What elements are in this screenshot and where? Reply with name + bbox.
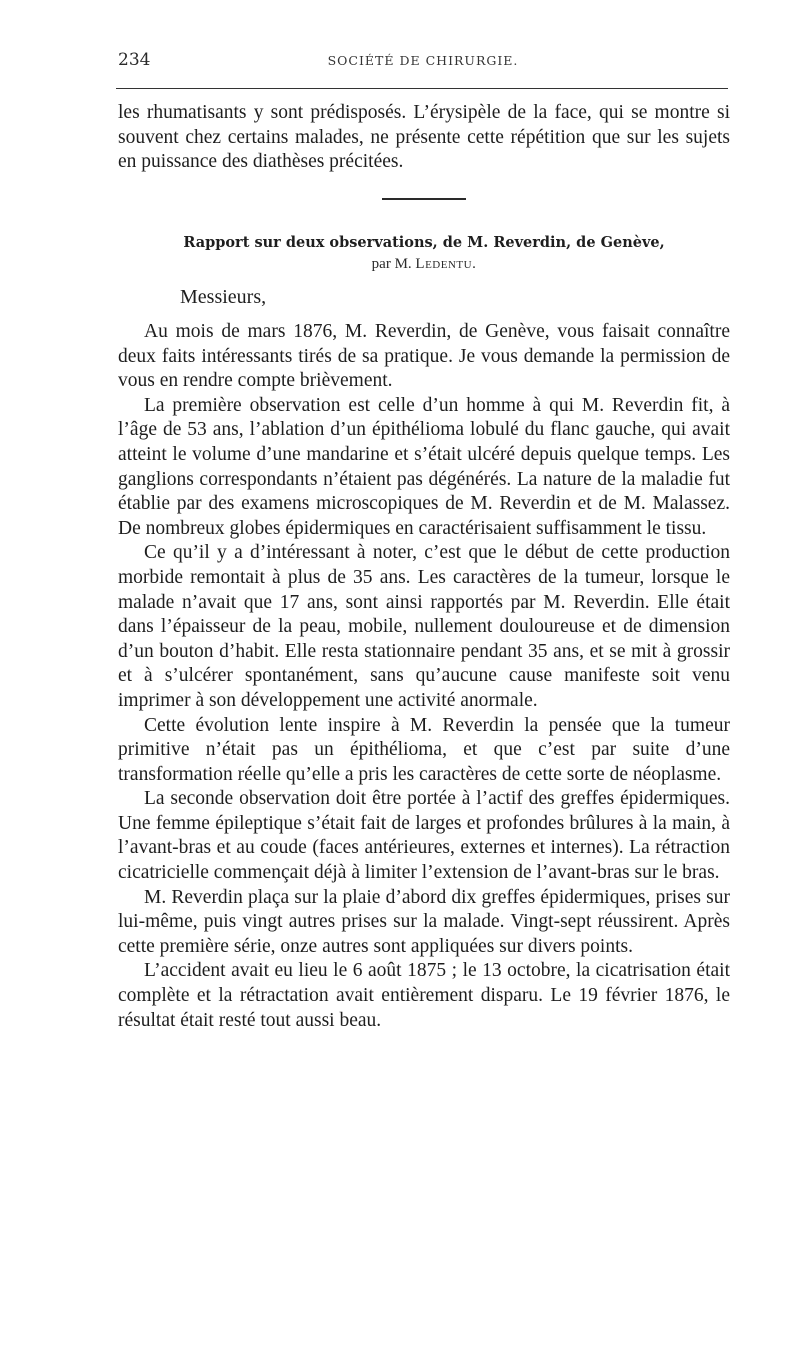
section-divider — [382, 198, 466, 200]
report-byline — [118, 256, 730, 273]
paragraph: Cette évolution lente inspire à M. Reverdin la pensée que la tumeur primitive n’était pas un épithélioma, et que c’est par suite d’une transformation réelle qu’elle a pris les caractères de cette sorte de néoplasme. — [118, 714, 730, 785]
paragraph: Ce qu’il y a d’intéressant à noter, c’est que le début de cette production morbide remontait à plus de 35 ans. Les caractères de la tumeur, lorsque le malade n’avait que 17 ans, sont ainsi rapportés par M. Reverdin. Elle était dans l’épaisseur de la peau, mobile, nullement douloureuse et de dimension d’un bouton d’habit. Elle resta stationnaire pendant 35 ans, et se mit à grossir et à s’ulcérer spontanément, sans qu’aucune cause manifeste soit venu imprimer à son développement une activité anormale. — [118, 542, 730, 711]
paragraph: La seconde observation doit être portée à l’actif des greffes épidermiques. Une femme épileptique s’était fait de larges et profondes brûlures à la main, à l’avant-bras et au coude (faces antérieures, externes et internes). La rétraction cicatricielle commençait déjà à limiter l’extension de l’avant-bras sur le bras. — [118, 788, 730, 884]
report-title: Rapport sur deux observations, de M. Reverdin, de Genève, — [183, 234, 665, 251]
continuation-text: les rhumatisants y sont prédisposés. L’érysipèle de la face, qui se montre si souvent chez certains malades, ne présente cette répétition que sur les sujets en puissance des diathèses précitées. — [118, 102, 730, 173]
page-number: 234 — [118, 50, 151, 70]
continuation-paragraph — [118, 101, 730, 175]
salutation: Messieurs, — [180, 286, 267, 308]
header-rule — [116, 88, 728, 89]
byline-author: Ledentu. — [415, 256, 477, 272]
paragraph: M. Reverdin plaça sur la plaie d’abord dix greffes épidermiques, prises sur lui-même, puis vingt autres prises sur la malade. Vingt-sept réussirent. Après cette première série, onze autres sont appliquées sur divers points. — [118, 886, 730, 957]
report-body — [118, 320, 730, 1033]
byline-prefix: par M. — [371, 256, 412, 272]
paragraph: La première observation est celle d’un homme à qui M. Reverdin fit, à l’âge de 53 ans, l’ablation d’un épithélioma lobulé du flanc gauche, qui avait atteint le volume d’une mandarine et s’était ulcéré depuis quelque temps. Les ganglions correspondants n’étaient pas dégénérés. La nature de la maladie fut établie par des examens microscopiques de M. Reverdin et de M. Malassez. De nombreux globes épidermiques en caractérisaient suffisamment le tissu. — [118, 394, 730, 539]
journal-title: SOCIÉTÉ DE CHIRURGIE. — [327, 53, 519, 68]
running-head — [118, 50, 728, 72]
paragraph: L’accident avait eu lieu le 6 août 1875 ; le 13 octobre, la cicatrisation était complète et la rétractation avait entièrement disparu. Le 19 février 1876, le résultat était resté tout aussi beau. — [118, 960, 730, 1031]
paragraph: Au mois de mars 1876, M. Reverdin, de Genève, vous faisait connaître deux faits intéressants tirés de sa pratique. Je vous demande la permission de vous en rendre compte brièvement. — [118, 321, 730, 392]
